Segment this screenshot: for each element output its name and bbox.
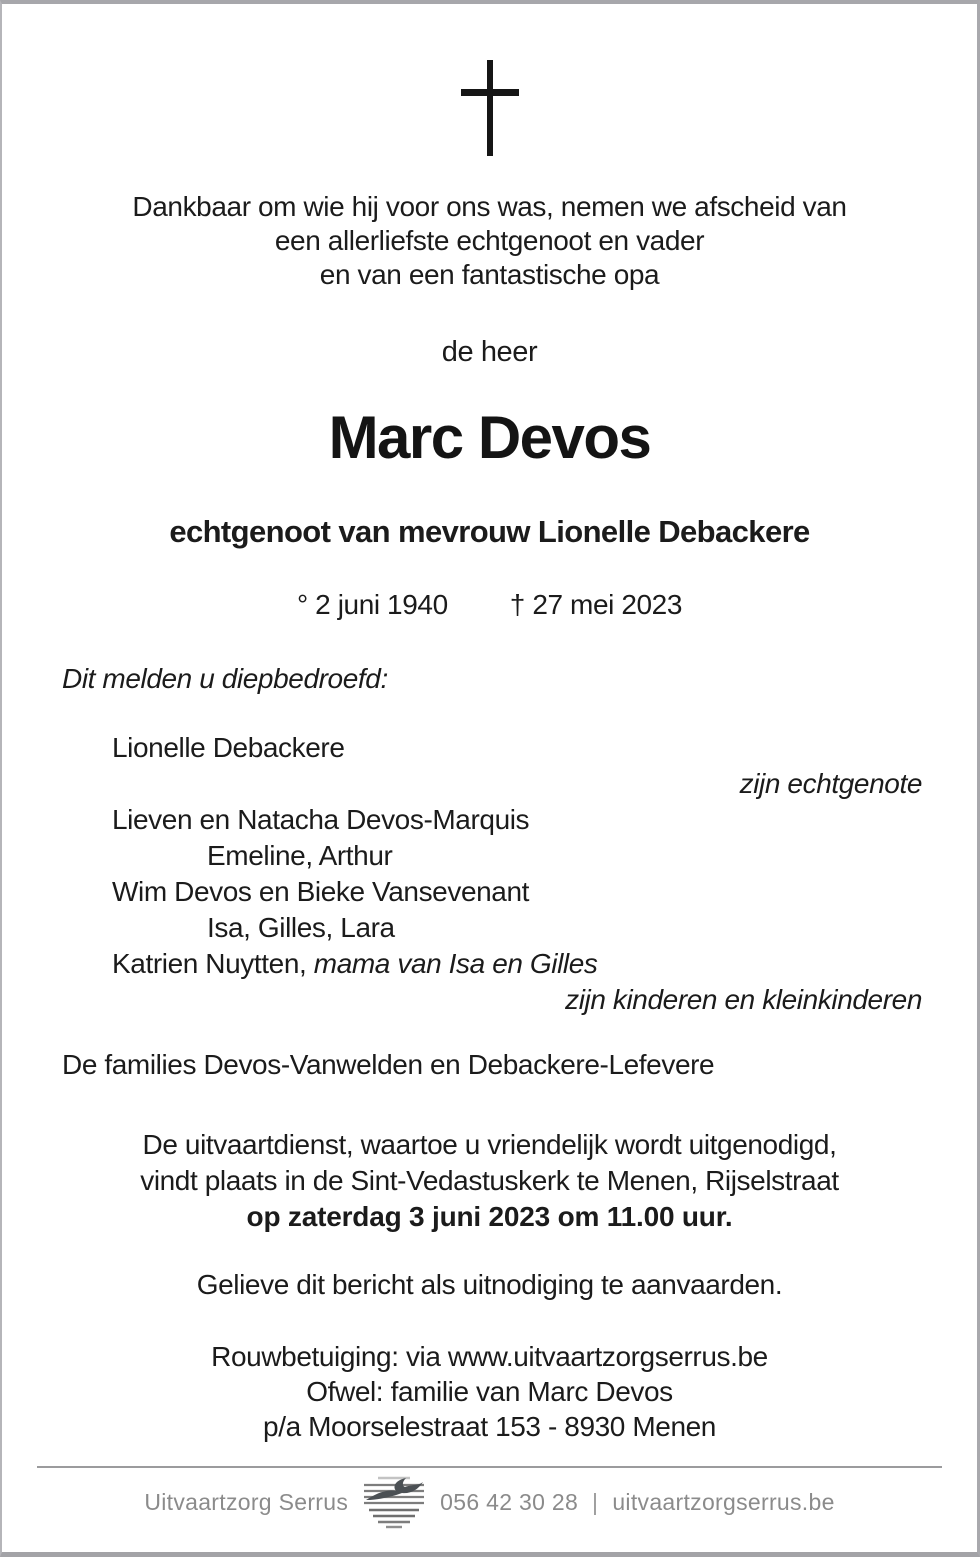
list-item: Isa, Gilles, Lara xyxy=(207,912,395,943)
deceased-name: Marc Devos xyxy=(328,404,651,471)
list-item: Katrien Nuytten, mama van Isa en Gilles xyxy=(112,948,598,979)
life-dates xyxy=(2,588,977,622)
intro-line-1: Dankbaar om wie hij voor ons was, nemen we afscheid van xyxy=(132,191,847,222)
birth-date: ° 2 juni 1940 xyxy=(296,589,448,620)
children-role: zijn kinderen en kleinkinderen xyxy=(565,984,922,1015)
death-date: † 27 mei 2023 xyxy=(509,589,683,620)
service-info xyxy=(2,1127,977,1235)
funeral-home-name: Uitvaartzorg Serrus xyxy=(144,1488,349,1515)
spouse-role: zijn echtgenote xyxy=(739,768,922,799)
footer-divider xyxy=(37,1466,942,1468)
mourners-list xyxy=(2,730,977,1018)
intro-line-2: een allerliefste echtgenoot en vader xyxy=(274,225,705,256)
funeral-home-phone: 056 42 30 28 xyxy=(440,1488,579,1515)
condolences-info xyxy=(2,1339,977,1444)
intro-line-3: en van een fantastische opa xyxy=(319,259,660,290)
salutation: de heer xyxy=(441,336,538,368)
grief-intro: Dit melden u diepbedroefd: xyxy=(62,663,388,694)
condolence-address-line: p/a Moorselestraat 153 - 8930 Menen xyxy=(263,1411,716,1442)
list-item: Lieven en Natacha Devos-Marquis xyxy=(112,804,530,835)
service-datetime: op zaterdag 3 juni 2023 om 11.00 uur. xyxy=(246,1201,733,1232)
list-item: Emeline, Arthur xyxy=(207,840,393,871)
funeral-home-footer xyxy=(2,1474,977,1530)
relation-line: echtgenoot van mevrouw Lionelle Debackere xyxy=(169,514,810,549)
funeral-home-website: uitvaartzorgserrus.be xyxy=(612,1488,835,1515)
condolence-website-line: Rouwbetuiging: via www.uitvaartzorgserrus.be xyxy=(211,1341,768,1372)
footer-separator: | xyxy=(592,1488,599,1515)
cross-icon xyxy=(2,60,977,156)
list-item: Wim Devos en Bieke Vansevenant xyxy=(112,876,530,907)
families-line: De families Devos-Vanwelden en Debackere-Lefevere xyxy=(62,1049,715,1080)
service-line-1: De uitvaartdienst, waartoe u vriendelijk wordt uitgenodigd, xyxy=(142,1129,837,1160)
seagull-logo-icon xyxy=(362,1474,426,1530)
intro-text xyxy=(2,190,977,292)
invitation-line: Gelieve dit bericht als uitnodiging te aanvaarden. xyxy=(196,1269,783,1300)
service-line-2: vindt plaats in de Sint-Vedastuskerk te Menen, Rijselstraat xyxy=(140,1165,839,1196)
spouse-name: Lionelle Debackere xyxy=(112,732,345,763)
condolence-family-line: Ofwel: familie van Marc Devos xyxy=(306,1376,673,1407)
